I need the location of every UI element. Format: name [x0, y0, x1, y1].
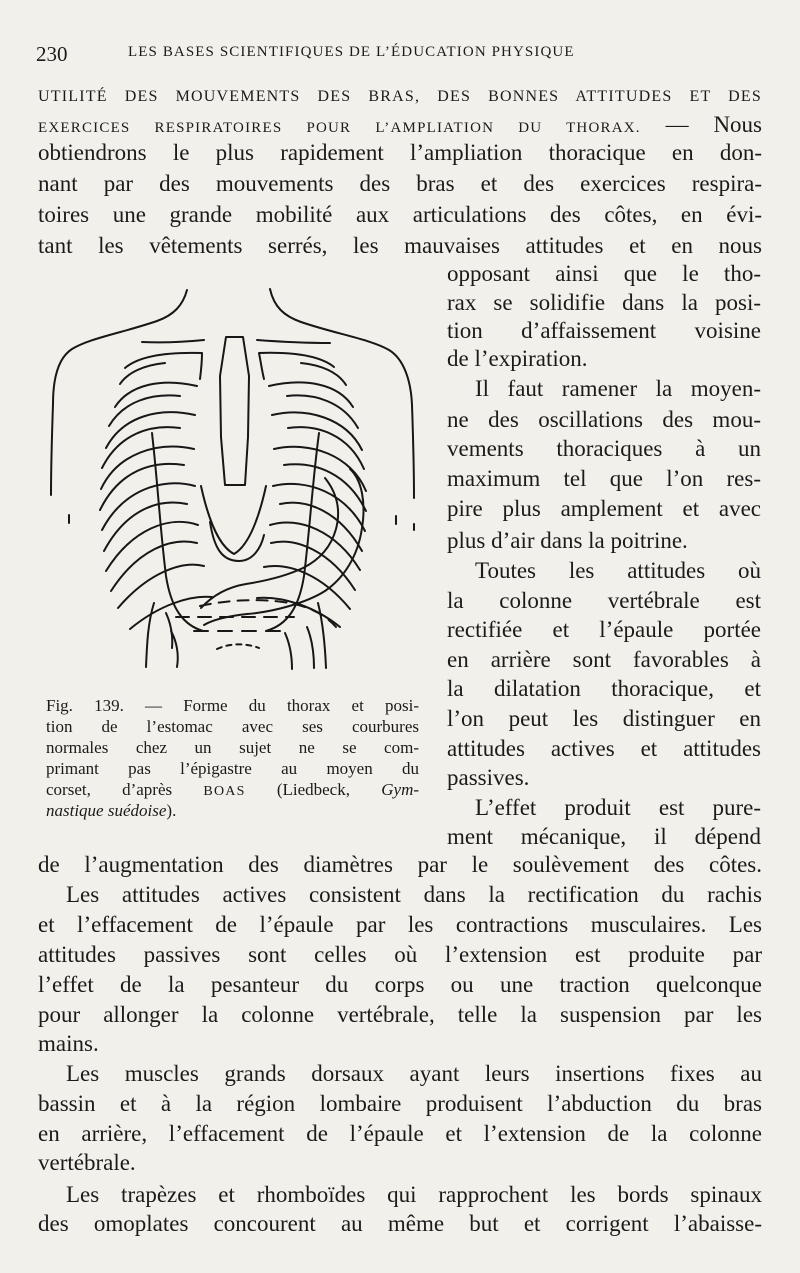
- right-column-line: Il faut ramener la moyen-: [475, 376, 761, 401]
- right-column-line: la colonne vertébrale est: [447, 588, 761, 613]
- right-column-line: de l’expiration.: [447, 346, 588, 371]
- right-column-line: passives.: [447, 765, 530, 790]
- right-column-line: ment mécanique, il dépend: [447, 824, 761, 849]
- section-heading-tail: — Nous: [640, 112, 762, 137]
- body-line: en arrière, l’effacement de l’épaule et l’extension de la colonne: [38, 1121, 762, 1146]
- section-heading-text: UTILITÉ DES MOUVEMENTS DES BRAS, DES BONNES ATTITUDES ET DES: [38, 88, 762, 105]
- body-line: Les muscles grands dorsaux ayant leurs insertions fixes au: [66, 1061, 762, 1086]
- running-head: [36, 36, 766, 66]
- right-column-line: Toutes les attitudes où: [475, 558, 761, 583]
- right-column-line: tion d’affaissement voisine: [447, 318, 761, 343]
- thorax-stomach-drawing: [44, 275, 422, 685]
- caption-fragment: ).: [166, 801, 177, 820]
- section-heading-line-1: [38, 82, 762, 112]
- thorax-figure: [44, 275, 422, 685]
- body-line: Les trapèzes et rhomboïdes qui rapprochent les bords spinaux: [66, 1182, 762, 1207]
- caption-book-title: nastique suédoise: [46, 801, 167, 820]
- right-column-line: maximum tel que l’on res-: [447, 466, 761, 491]
- body-line: attitudes passives sont celles où l’extension est produite par: [38, 942, 762, 967]
- body-line: mains.: [38, 1031, 99, 1056]
- right-column-line: l’on peut les distinguer en: [447, 706, 761, 731]
- figure-caption-line-6: [46, 801, 419, 821]
- right-column-line: la dilatation thoracique, et: [447, 676, 761, 701]
- body-line: vertébrale.: [38, 1150, 136, 1175]
- body-line: des omoplates concourent au même but et corrigent l’abaisse-: [38, 1211, 762, 1236]
- figure-caption-line: normales chez un sujet ne se com-: [46, 738, 419, 757]
- body-line: de l’augmentation des diamètres par le soulèvement des côtes.: [38, 852, 762, 877]
- body-line: bassin et à la région lombaire produisent l’abduction du bras: [38, 1091, 762, 1116]
- body-line: tant les vêtements serrés, les mauvaises attitudes et en nous: [38, 233, 762, 258]
- right-column-line: L’effet produit est pure-: [475, 795, 761, 820]
- body-line: pour allonger la colonne vertébrale, telle la suspension par les: [38, 1002, 762, 1027]
- right-column-line: ne des oscillations des mou-: [447, 407, 761, 432]
- body-line: et l’effacement de l’épaule par les contractions musculaires. Les: [38, 912, 762, 937]
- body-line: nant par des mouvements des bras et des exercices respira-: [38, 171, 762, 196]
- body-line: toires une grande mobilité aux articulations des côtes, en évi-: [38, 202, 762, 227]
- figure-caption-line: tion de l’estomac avec ses courbures: [46, 717, 419, 736]
- right-column-line: opposant ainsi que le tho-: [447, 261, 761, 286]
- book-title: LES BASES SCIENTIFIQUES DE L’ÉDUCATION PHYSIQUE: [128, 44, 575, 60]
- caption-book-title: Gym-: [381, 780, 420, 799]
- right-column-line: en arrière sont favorables à: [447, 647, 761, 672]
- figure-caption-line: Fig. 139. — Forme du thorax et posi-: [46, 696, 419, 715]
- right-column-line: attitudes actives et attitudes: [447, 736, 761, 761]
- right-column-line: plus d’air dans la poitrine.: [447, 528, 688, 553]
- right-column-line: vements thoraciques à un: [447, 436, 761, 461]
- right-column-line: pire plus amplement et avec: [447, 496, 761, 521]
- body-line: obtiendrons le plus rapidement l’ampliation thoracique en don-: [38, 140, 762, 165]
- right-column-line: rectifiée et l’épaule portée: [447, 617, 761, 642]
- body-line: Les attitudes actives consistent dans la rectification du rachis: [66, 882, 762, 907]
- body-line: l’effet de la pesanteur du corps ou une traction quelconque: [38, 972, 762, 997]
- caption-author: BOAS: [203, 784, 246, 799]
- page-number: 230: [36, 42, 68, 66]
- caption-fragment: (Liedbeck,: [245, 780, 382, 799]
- caption-fragment: corset, d’après: [46, 780, 204, 799]
- section-heading-caps: EXERCICES RESPIRATOIRES POUR L’AMPLIATION DU THORAX.: [38, 120, 641, 136]
- figure-caption-line: primant pas l’épigastre au moyen du: [46, 759, 419, 778]
- right-column-line: rax se solidifie dans la posi-: [447, 290, 761, 315]
- figure-caption-line-5: [46, 780, 419, 802]
